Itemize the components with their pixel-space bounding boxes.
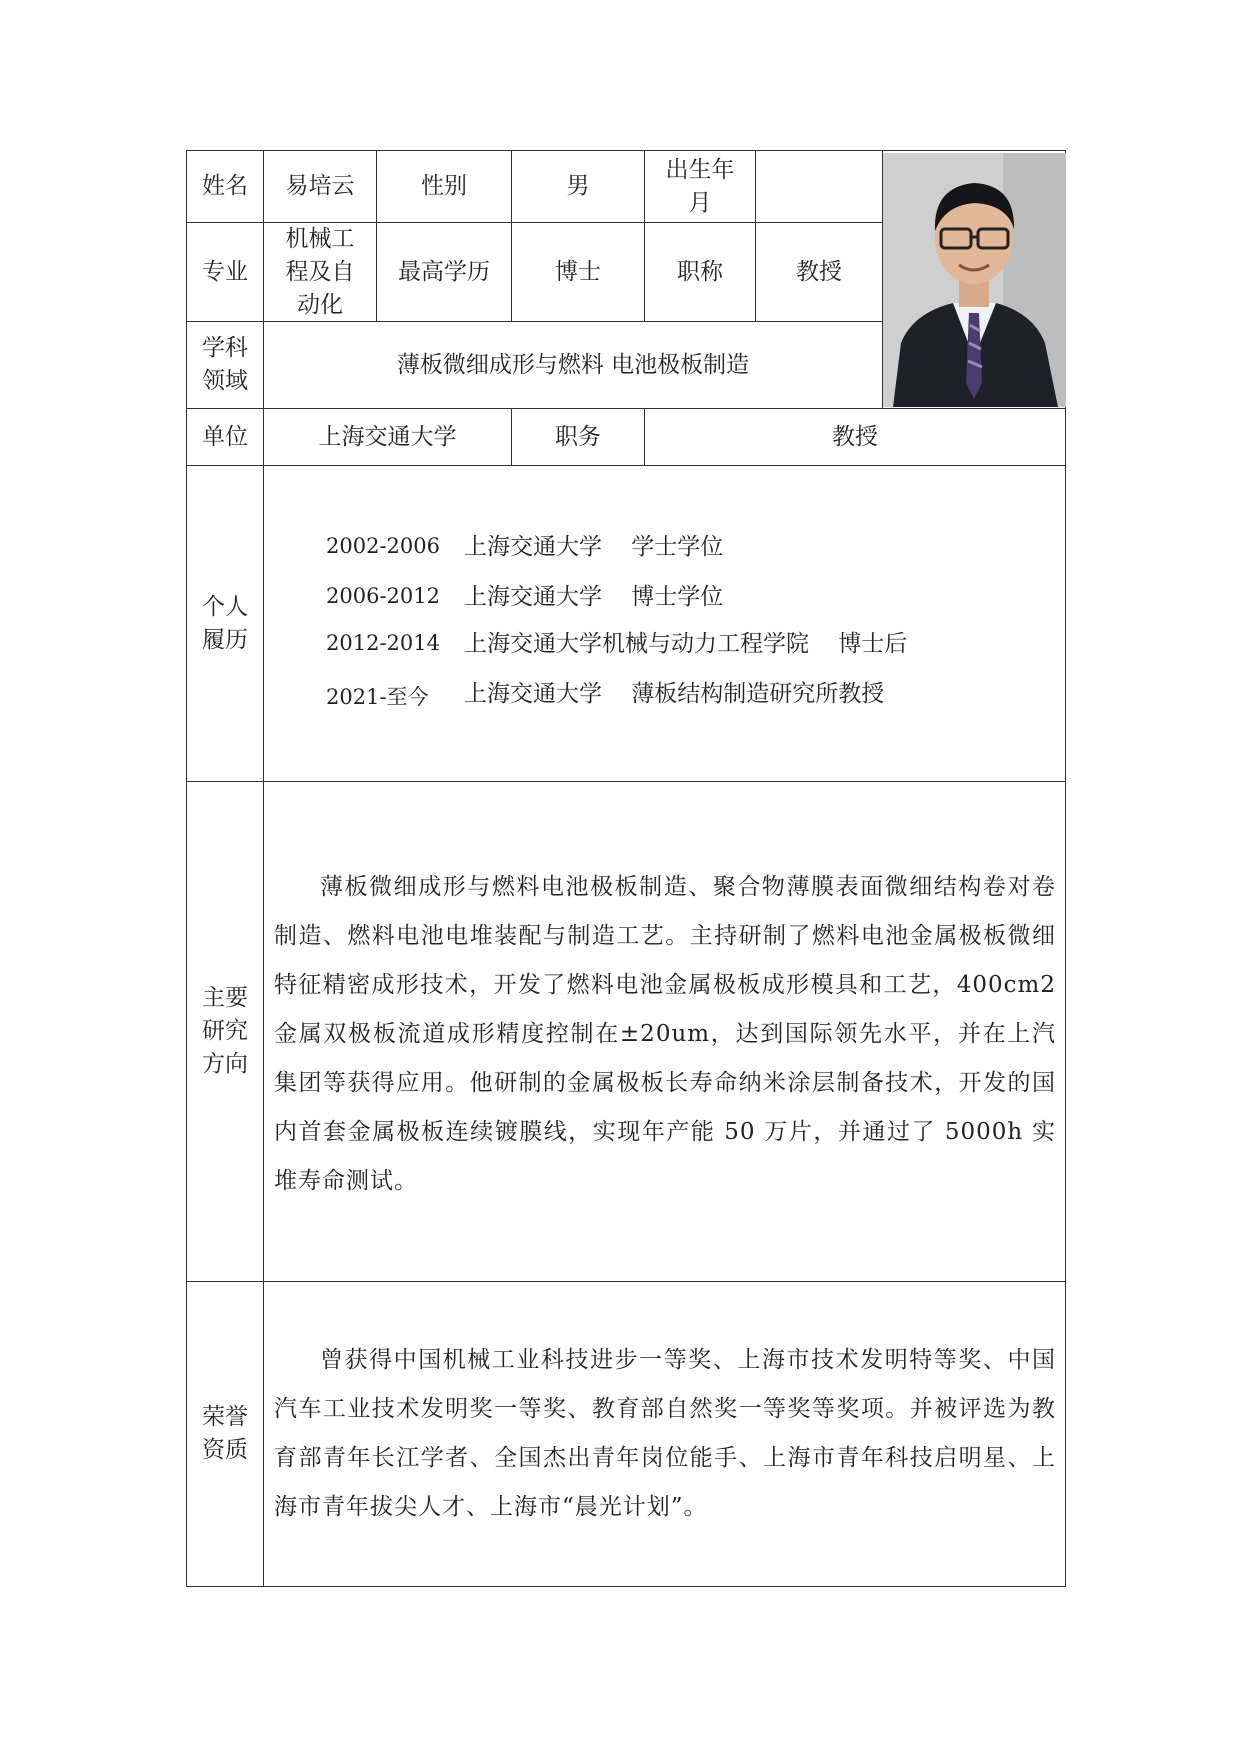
label-field-line: 学科	[202, 335, 248, 361]
resume-entry	[326, 625, 1026, 659]
label-research	[187, 782, 263, 1281]
resume-years: 2006-2012	[326, 584, 440, 608]
label-gender-text: 性别	[421, 173, 467, 199]
resume-text: 上海交通大学 薄板结构制造研究所教授	[464, 681, 885, 707]
label-birth-line: 出生年	[665, 156, 735, 183]
resume-years: 2021-至今	[326, 685, 429, 709]
label-research-line: 主要	[202, 985, 248, 1011]
label-field	[187, 322, 263, 408]
resume-years: 2002-2006	[326, 534, 440, 558]
label-major-text: 专业	[202, 258, 248, 285]
value-major	[264, 223, 376, 321]
label-education	[377, 223, 511, 321]
research-paragraph: 薄板微细成形与燃料电池极板制造、聚合物薄膜表面微细结构卷对卷制造、燃料电池电堆装配与制造工艺。主持研制了燃料电池金属极板微细特征精密成形技术，开发了燃料电池金属极板成形模具和工艺，400cm2 金属双极板流道成形精度控制在±20um，达到国际领先水平，并在上汽集团等获得应用。他研制的金属极板长寿命纳米涂层制备技术，开发的国内首套金属极板连续镀膜线，实现年产能 50 万片，并通过了 5000h 实堆寿命测试。	[274, 874, 1056, 1194]
label-name-text: 姓名	[202, 173, 248, 199]
honors-paragraph: 曾获得中国机械工业科技进步一等奖、上海市技术发明特等奖、中国汽车工业技术发明奖一等奖、教育部自然奖一等奖等奖项。并被评选为教育部青年长江学者、全国杰出青年岗位能手、上海市青年科技启明星、上海市青年拔尖人才、上海市“晨光计划”。	[274, 1347, 1056, 1520]
table-rule	[186, 1281, 1066, 1282]
value-field	[264, 322, 882, 408]
label-honors	[187, 1282, 263, 1586]
label-education-text: 最高学历	[398, 258, 490, 285]
label-gender	[377, 151, 511, 222]
value-education-text: 博士	[555, 258, 601, 285]
profile-form-table	[186, 150, 1066, 1587]
label-resume-line: 个人	[202, 593, 248, 620]
value-gender	[512, 151, 644, 222]
value-name	[264, 151, 376, 222]
value-major-line: 机械工	[285, 225, 355, 252]
value-unit-text: 上海交通大学	[318, 423, 457, 450]
label-birth	[645, 151, 755, 222]
label-honors-line: 荣誉	[202, 1404, 248, 1430]
value-position-text: 教授	[832, 423, 878, 450]
label-major	[187, 223, 263, 321]
table-rule	[186, 465, 1066, 466]
label-honors-line: 资质	[202, 1437, 248, 1463]
resume-entry	[326, 528, 1026, 562]
resume-text: 上海交通大学 博士学位	[464, 584, 724, 610]
label-field-line: 领域	[202, 368, 248, 394]
value-gender-text: 男	[566, 173, 590, 199]
label-resume-line: 履历	[202, 626, 248, 653]
value-position	[645, 409, 1065, 465]
label-research-line: 研究	[202, 1018, 248, 1044]
resume-years: 2012-2014	[326, 631, 440, 655]
label-title	[645, 223, 755, 321]
label-position	[512, 409, 644, 465]
resume-entry	[326, 578, 1026, 612]
table-rule	[186, 781, 1066, 782]
value-education	[512, 223, 644, 321]
portrait-photo	[883, 153, 1066, 407]
value-field-text: 薄板微细成形与燃料 电池极板制造	[396, 351, 750, 378]
label-resume	[187, 466, 263, 781]
value-birth	[756, 151, 882, 222]
value-major-line: 动化	[297, 291, 343, 318]
resume-text: 上海交通大学机械与动力工程学院 博士后	[464, 631, 908, 657]
table-border	[186, 1586, 1066, 1587]
label-name	[187, 151, 263, 222]
resume-text: 上海交通大学 学士学位	[464, 534, 724, 560]
label-research-line: 方向	[202, 1051, 248, 1077]
label-unit	[187, 409, 263, 465]
value-major-line: 程及自	[285, 258, 355, 285]
resume-entry	[326, 675, 1026, 709]
label-unit-text: 单位	[202, 423, 248, 450]
label-title-text: 职称	[677, 258, 723, 285]
value-name-text: 易培云	[285, 173, 355, 199]
label-birth-line: 月	[688, 189, 712, 216]
value-unit	[264, 409, 511, 465]
value-title	[756, 223, 882, 321]
label-position-text: 职务	[555, 423, 601, 450]
portrait-icon	[883, 153, 1066, 407]
value-title-text: 教授	[796, 258, 842, 285]
